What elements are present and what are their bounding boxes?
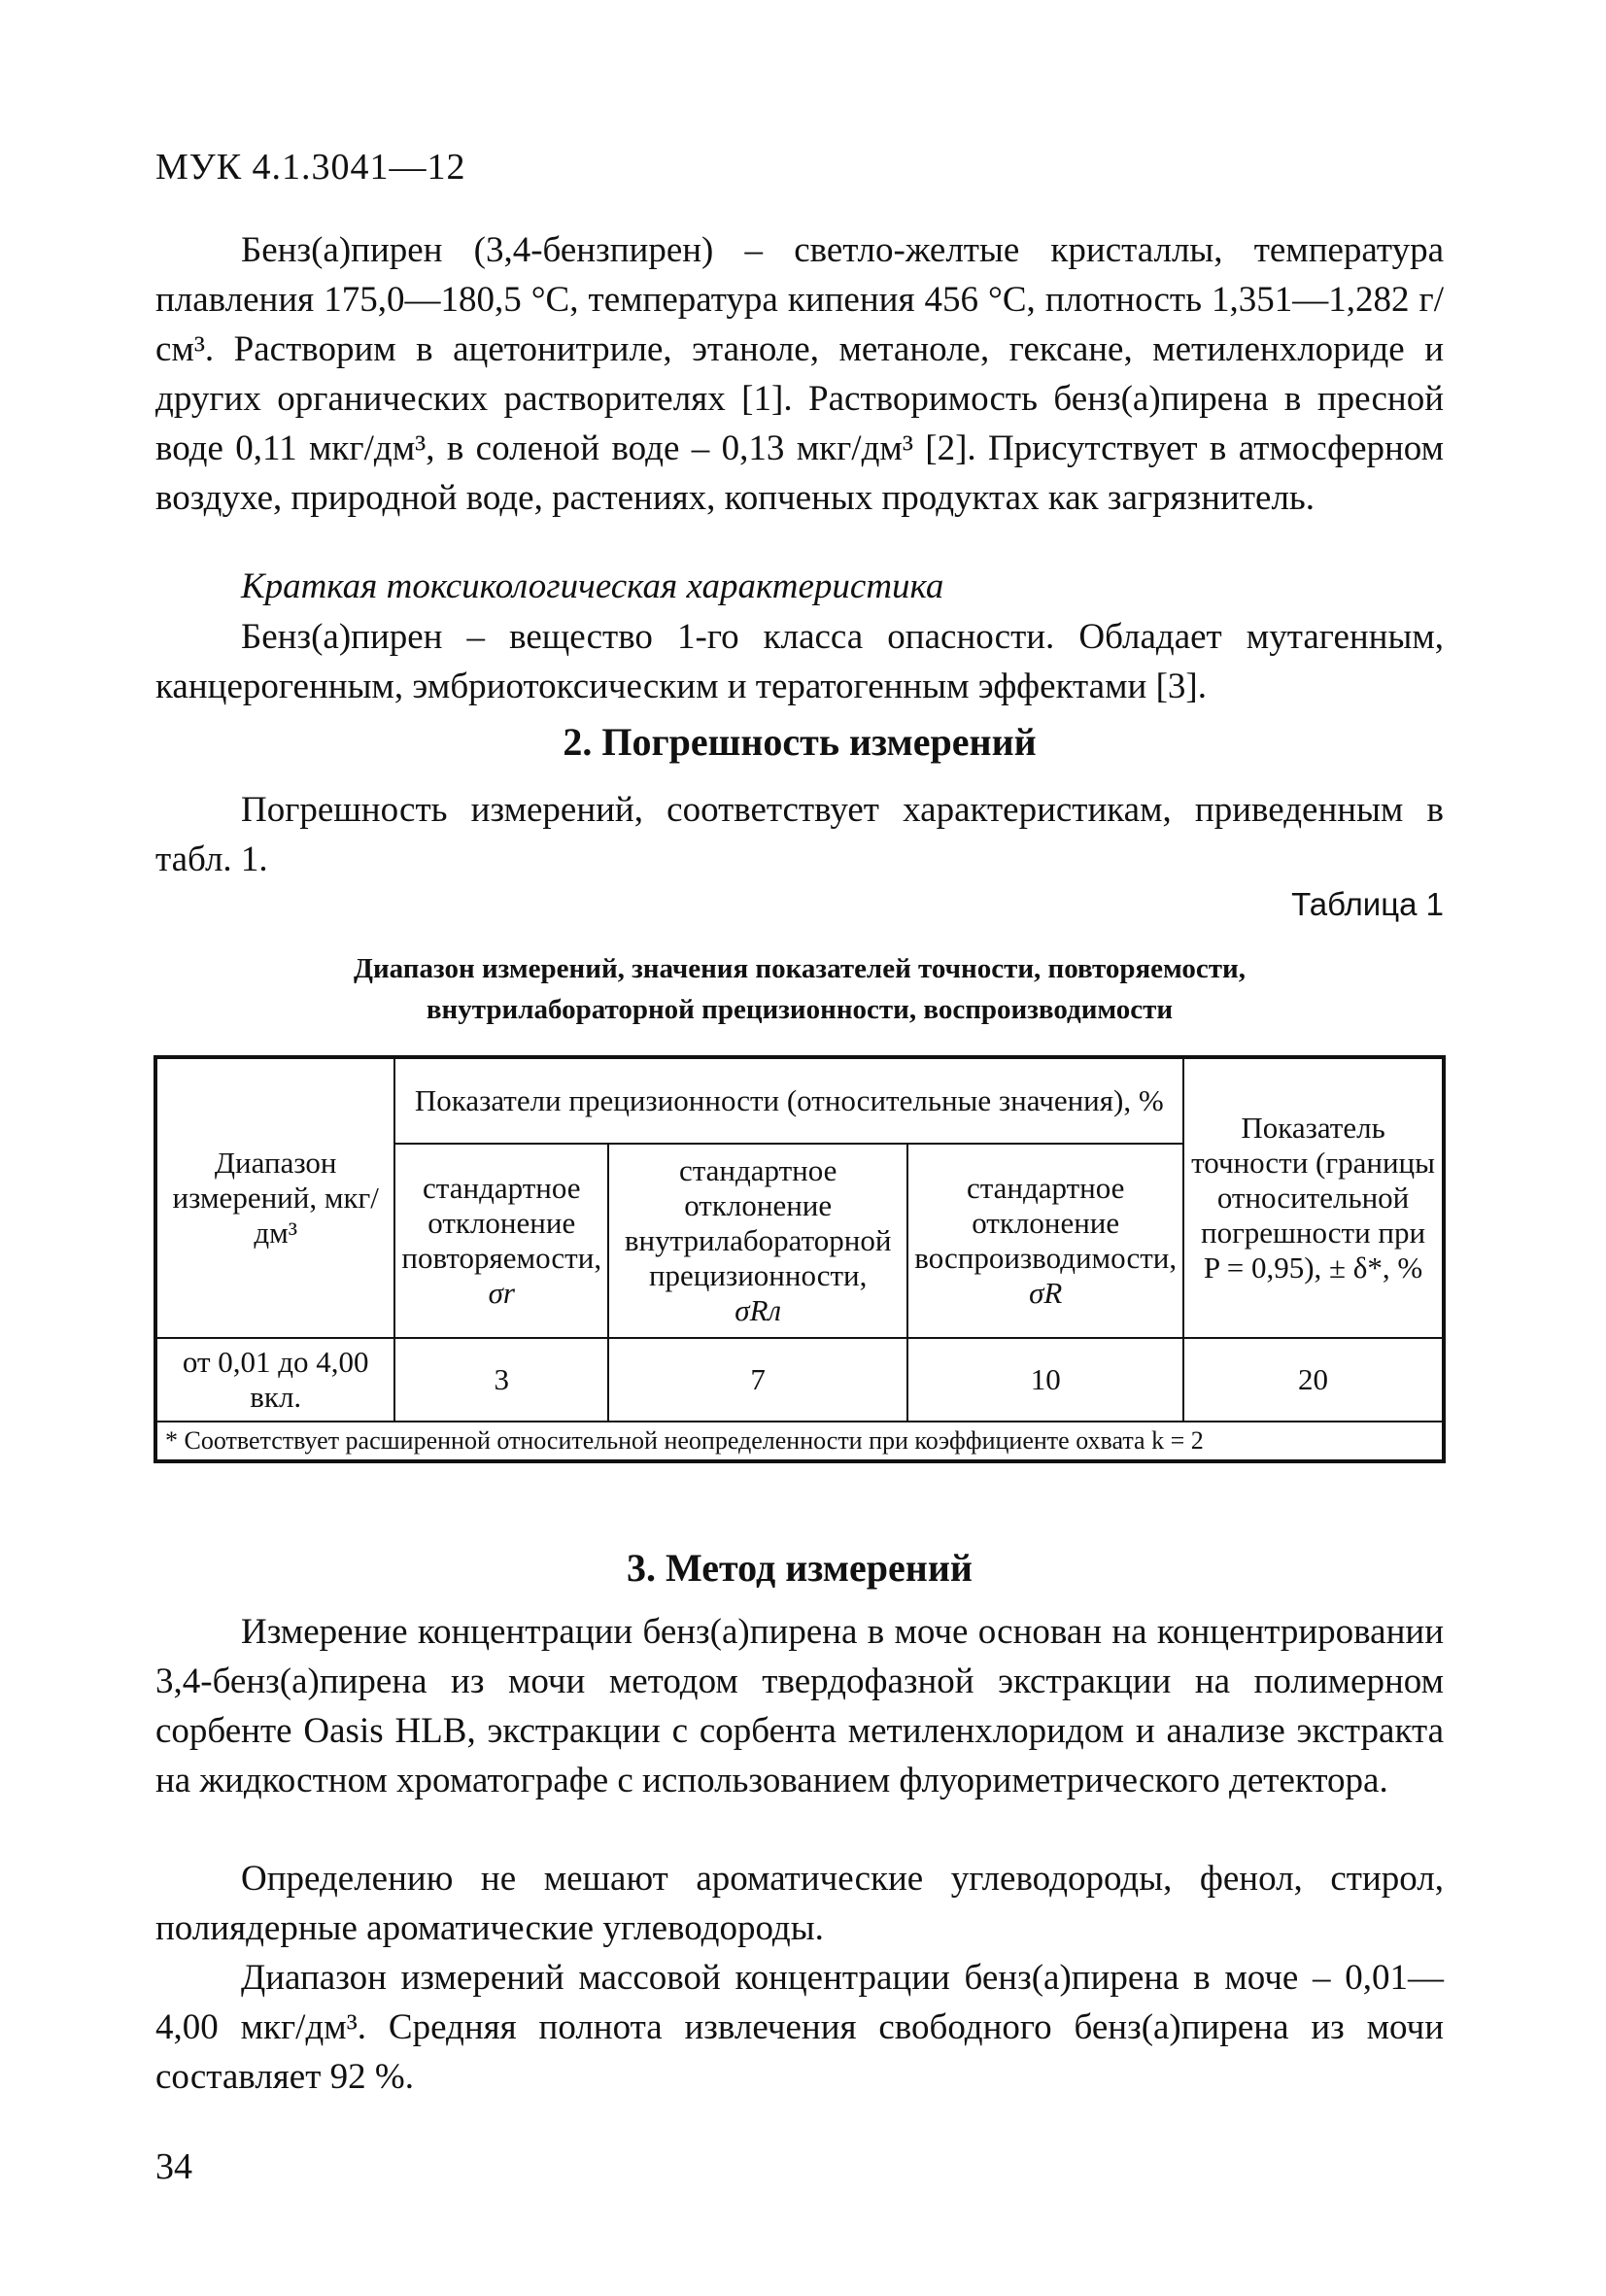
table-header-row-1 — [155, 1057, 1444, 1144]
toxicology-subheading: Краткая токсикологическая характеристика — [241, 566, 944, 606]
header-intralab-label: стандартное отклонение внутрилабораторной прецизионности, — [624, 1153, 892, 1292]
header-repeatability-label: стандартное отклонение повторяемости, — [401, 1171, 602, 1275]
cell-accuracy: 20 — [1183, 1338, 1444, 1422]
precision-table — [154, 1055, 1446, 1463]
header-repeatability-symbol: σr — [488, 1276, 515, 1310]
header-reproducibility-label: стандартное отклонение воспроизводимости, — [914, 1171, 1178, 1275]
cell-range: от 0,01 до 4,00 вкл. — [155, 1338, 394, 1422]
header-intralab-symbol: σRл — [735, 1293, 782, 1327]
document-code: МУК 4.1.3041—12 — [155, 147, 466, 188]
cell-reproducibility: 10 — [907, 1338, 1183, 1422]
header-range: Диапазон измерений, мкг/дм³ — [155, 1057, 394, 1338]
section-3-title: 3. Метод измерений — [627, 1546, 973, 1590]
intro-paragraph-1: Бенз(а)пирен (3,4-бензпирен) – светло-желтые кристаллы, температура плавления 175,0—180,5 °С, температура кипения 456 °С, плотность 1,351—1,282 г/см³. Растворим в ацетонитриле, этаноле, метаноле, гексане, метиленхлориде и других органических растворителях [1]. Растворимость бенз(а)пирена в пресной воде 0,11 мкг/дм³, в соленой воде – 0,13 мкг/дм³ [2]. Присутствует в атмосферном воздухе, природной воде, растениях, копченых продуктах как загрязнитель. — [155, 230, 1444, 518]
cell-repeatability: 3 — [394, 1338, 608, 1422]
table-footnote: * Соответствует расширенной относительной неопределенности при коэффициенте охвата k = 2 — [155, 1422, 1444, 1461]
section-3-paragraph-1: Измерение концентрации бенз(а)пирена в моче основан на концентрировании 3,4-бенз(а)пирена из мочи методом твердофазной экстракции на полимерном сорбенте Oasis HLB, экстракции с сорбента метиленхлоридом и анализе экстракта на жидкостном хроматографе с использованием флуориметрического детектора. — [155, 1612, 1444, 1800]
section-3-paragraph-2: Определению не мешают ароматические углеводороды, фенол, стирол, полиядерные ароматические углеводороды. — [155, 1859, 1444, 1948]
header-precision-group: Показатели прецизионности (относительные значения), % — [394, 1057, 1183, 1144]
section-2-title: 2. Погрешность измерений — [563, 720, 1037, 764]
cell-intralab: 7 — [608, 1338, 907, 1422]
header-repeatability — [394, 1144, 608, 1338]
header-intralab — [608, 1144, 907, 1338]
section-2-paragraph: Погрешность измерений, соответствует характеристикам, приведенным в табл. 1. — [155, 790, 1444, 879]
section-3-paragraph-3: Диапазон измерений массовой концентрации бенз(а)пирена в моче – 0,01—4,00 мкг/дм³. Средняя полнота извлечения свободного бенз(а)пирена из мочи составляет 92 %. — [155, 1958, 1444, 2097]
header-accuracy: Показатель точности (границы относительной погрешности при P = 0,95), ± δ*, % — [1183, 1057, 1444, 1338]
table-label: Таблица 1 — [1291, 886, 1444, 922]
page-number: 34 — [155, 2146, 192, 2187]
intro-paragraph-2: Бенз(а)пирен – вещество 1-го класса опасности. Обладает мутагенным, канцерогенным, эмбриотоксическим и тератогенным эффектами [3]. — [155, 617, 1444, 706]
table-caption-line-2: внутрилабораторной прецизионности, воспроизводимости — [426, 994, 1174, 1025]
table-caption-line-1: Диапазон измерений, значения показателей точности, повторяемости, — [354, 953, 1246, 984]
header-reproducibility — [907, 1144, 1183, 1338]
header-reproducibility-symbol: σR — [1029, 1276, 1063, 1310]
table-footnote-row — [155, 1422, 1444, 1461]
table-row — [155, 1338, 1444, 1422]
